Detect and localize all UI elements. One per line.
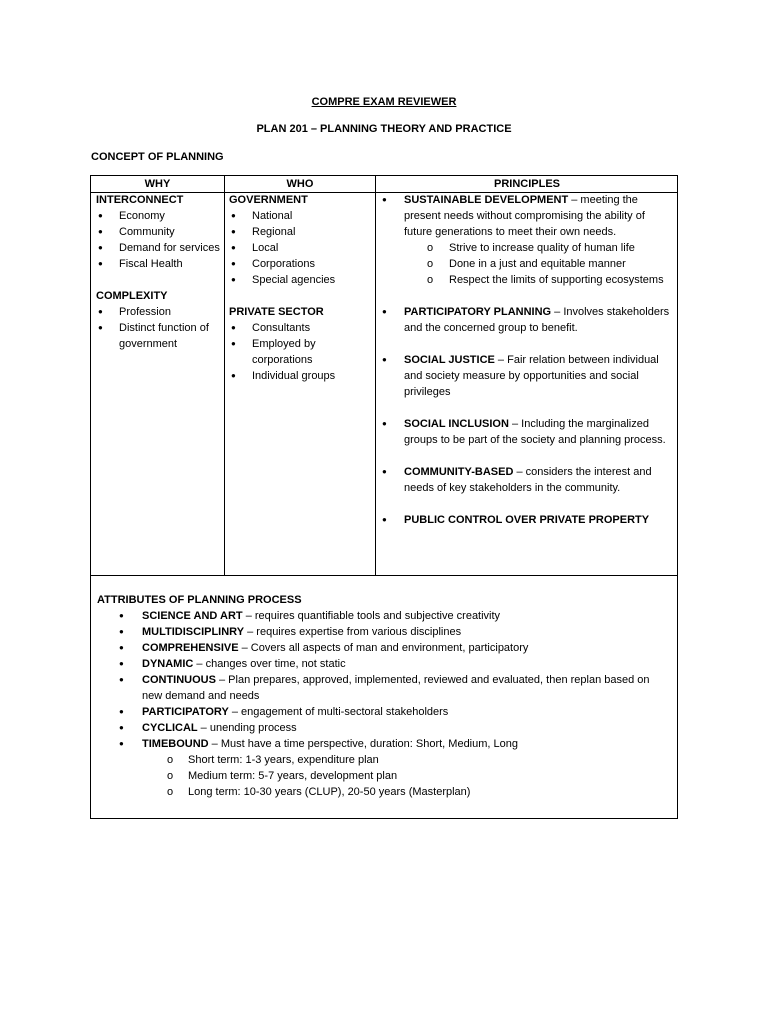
interconnect-list [96, 208, 222, 272]
who-cell [229, 192, 373, 384]
header-why: WHY [144, 178, 171, 190]
principle-term: COMMUNITY-BASED [404, 466, 514, 478]
principle-desc: – Including the marginalized groups to be part of the society and planning process. [404, 418, 666, 446]
principle-item [380, 352, 674, 400]
sub-item: o Done in a just and equitable manner [425, 256, 674, 272]
principle-sublist [404, 240, 674, 288]
attribute-item [97, 720, 672, 736]
attribute-desc: – Plan prepares, approved, implemented, reviewed and evaluated, then replan based on new demand and needs [142, 674, 650, 702]
principle-item [380, 192, 674, 288]
list-item: ● Consultants [229, 320, 373, 336]
attribute-term: DYNAMIC [142, 658, 194, 670]
attribute-item [97, 640, 672, 656]
list-item: ● Special agencies [229, 272, 373, 288]
government-title: GOVERNMENT [229, 194, 308, 206]
bullet-icon: ● [382, 195, 387, 204]
attribute-term: PARTICIPATORY [142, 706, 229, 718]
complexity-list [96, 304, 222, 352]
list-item: ● Demand for services [96, 240, 222, 256]
sub-item: o Medium term: 5-7 years, development plan [143, 768, 672, 784]
column-divider [375, 175, 376, 576]
private-sector-title: PRIVATE SECTOR [229, 306, 324, 318]
attribute-desc: – requires expertise from various disciplines [244, 626, 462, 638]
principle-item [380, 512, 674, 528]
attribute-desc: – engagement of multi-sectoral stakeholders [228, 706, 449, 718]
attribute-item [97, 672, 672, 704]
principle-item [380, 304, 674, 336]
attribute-item [97, 704, 672, 720]
list-item: ● Economy [96, 208, 222, 224]
principle-desc: – Fair relation between individual and society measure by opportunities and social privileges [404, 354, 659, 398]
sub-item: o Short term: 1-3 years, expenditure plan [143, 752, 672, 768]
attribute-desc: – requires quantifiable tools and subjective creativity [242, 610, 501, 622]
document-title: COMPRE EXAM REVIEWER [311, 96, 457, 108]
principle-term: PARTICIPATORY PLANNING [404, 306, 552, 318]
private-sector-list [229, 320, 373, 384]
attribute-term: MULTIDISCIPLINRY [142, 626, 245, 638]
attribute-term: SCIENCE AND ART [142, 610, 243, 622]
list-item: ● Regional [229, 224, 373, 240]
bullet-icon: ● [382, 355, 387, 364]
bullet-icon: ● [382, 419, 387, 428]
sub-item: o Long term: 10-30 years (CLUP), 20-50 years (Masterplan) [143, 784, 672, 800]
sub-item: o Strive to increase quality of human life [425, 240, 674, 256]
bullet-icon: ● [382, 515, 387, 524]
list-item: ● National [229, 208, 373, 224]
list-item: ● Fiscal Health [96, 256, 222, 272]
list-item: ● Individual groups [229, 368, 373, 384]
principle-desc: – considers the interest and needs of key stakeholders in the community. [404, 466, 652, 494]
principle-term: SUSTAINABLE DEVELOPMENT [404, 194, 569, 206]
header-who: WHO [286, 178, 314, 190]
attribute-desc: – unending process [197, 722, 297, 734]
attributes-list [97, 608, 672, 800]
list-item: ● Distinct function of government [96, 320, 222, 352]
document-subtitle: PLAN 201 – PLANNING THEORY AND PRACTICE [256, 123, 512, 135]
sub-item: o Respect the limits of supporting ecosystems [425, 272, 674, 288]
header-principles: PRINCIPLES [493, 178, 560, 190]
attribute-term: CYCLICAL [142, 722, 198, 734]
list-item: ● Community [96, 224, 222, 240]
government-list [229, 208, 373, 288]
principle-term: SOCIAL INCLUSION [404, 418, 509, 430]
principle-term: SOCIAL JUSTICE [404, 354, 495, 366]
complexity-title: COMPLEXITY [96, 290, 168, 302]
list-item: ● Profession [96, 304, 222, 320]
list-item: ● Local [229, 240, 373, 256]
why-cell [96, 192, 222, 352]
attribute-term: TIMEBOUND [142, 738, 209, 750]
principle-item [380, 464, 674, 496]
principles-cell [380, 192, 674, 528]
interconnect-title: INTERCONNECT [96, 194, 184, 206]
attribute-term: CONTINUOUS [142, 674, 216, 686]
attribute-item [97, 656, 672, 672]
principle-desc: – Involves stakeholders and the concerned group to benefit. [404, 306, 670, 334]
attributes-title: ATTRIBUTES OF PLANNING PROCESS [97, 594, 302, 606]
timebound-sublist [97, 752, 672, 800]
bullet-icon: ● [382, 467, 387, 476]
list-item: ● Employed by corporations [229, 336, 373, 368]
attribute-desc: – Covers all aspects of man and environment, participatory [238, 642, 529, 654]
principle-item [380, 416, 674, 448]
list-item: ● Corporations [229, 256, 373, 272]
attribute-desc: – changes over time, not static [193, 658, 346, 670]
principle-term: PUBLIC CONTROL OVER PRIVATE PROPERTY [404, 514, 650, 526]
attribute-desc: – Must have a time perspective, duration: Short, Medium, Long [208, 738, 518, 750]
bullet-icon: ● [382, 307, 387, 316]
attributes-section [97, 592, 672, 800]
section-title: CONCEPT OF PLANNING [91, 151, 224, 163]
attribute-term: COMPREHENSIVE [142, 642, 239, 654]
attribute-item [97, 624, 672, 640]
attribute-item [97, 736, 672, 800]
principle-desc: – meeting the present needs without compromising the ability of future generations to meet their own needs. [404, 194, 645, 238]
attribute-item [97, 608, 672, 624]
column-divider [224, 175, 225, 576]
